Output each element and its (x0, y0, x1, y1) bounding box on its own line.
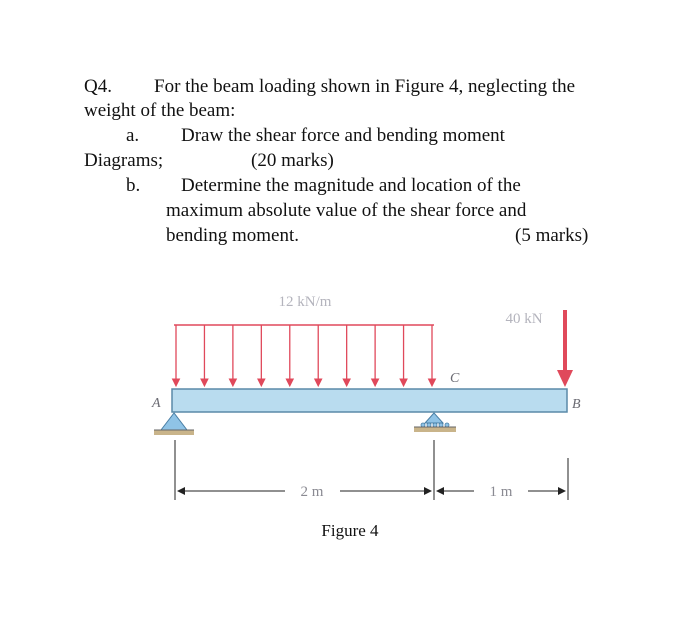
roller-support-c (414, 413, 456, 432)
pin-support-a (154, 413, 194, 435)
distributed-load-arrowhead (400, 379, 407, 386)
part-a-text: Draw the shear force and bending moment (181, 125, 505, 146)
figure-caption: Figure 4 (321, 521, 379, 540)
point-b-label: B (572, 397, 581, 412)
distributed-load-arrowhead (258, 379, 265, 386)
distributed-load-label: 12 kN/m (278, 294, 332, 310)
part-a-marks: (20 marks) (251, 150, 334, 171)
distributed-load-arrowhead (372, 379, 379, 386)
part-b-text-3: bending moment. (166, 225, 299, 246)
point-c-label: C (450, 371, 460, 386)
beam (172, 389, 567, 412)
point-load-arrow (557, 310, 573, 387)
part-b-label: b. (126, 175, 141, 196)
part-b-text-1: Determine the magnitude and location of the (181, 175, 521, 196)
question-line-1: For the beam loading shown in Figure 4, neglecting the (154, 76, 576, 97)
distributed-load-arrows (173, 325, 436, 386)
question-line-2: weight of the beam: (84, 100, 236, 121)
part-a-label: a. (126, 125, 140, 146)
distributed-load-arrowhead (201, 379, 208, 386)
question-number: Q4. (84, 76, 112, 97)
part-b-text-2: maximum absolute value of the shear force and (166, 200, 527, 221)
distributed-load-arrowhead (429, 379, 436, 386)
part-b-marks: (5 marks) (515, 225, 589, 246)
distributed-load-arrowhead (315, 379, 322, 386)
part-a-diagrams: Diagrams; (84, 150, 164, 171)
distributed-load-arrowhead (229, 379, 236, 386)
distributed-load-arrowhead (286, 379, 293, 386)
distributed-load-arrowhead (173, 379, 180, 386)
distributed-load (173, 325, 436, 386)
point-load-label: 40 kN (505, 311, 543, 327)
distributed-load-arrowhead (343, 379, 350, 386)
span-cb-label: 1 m (489, 484, 513, 500)
span-ac-label: 2 m (300, 484, 324, 500)
point-a-label: A (152, 396, 161, 411)
